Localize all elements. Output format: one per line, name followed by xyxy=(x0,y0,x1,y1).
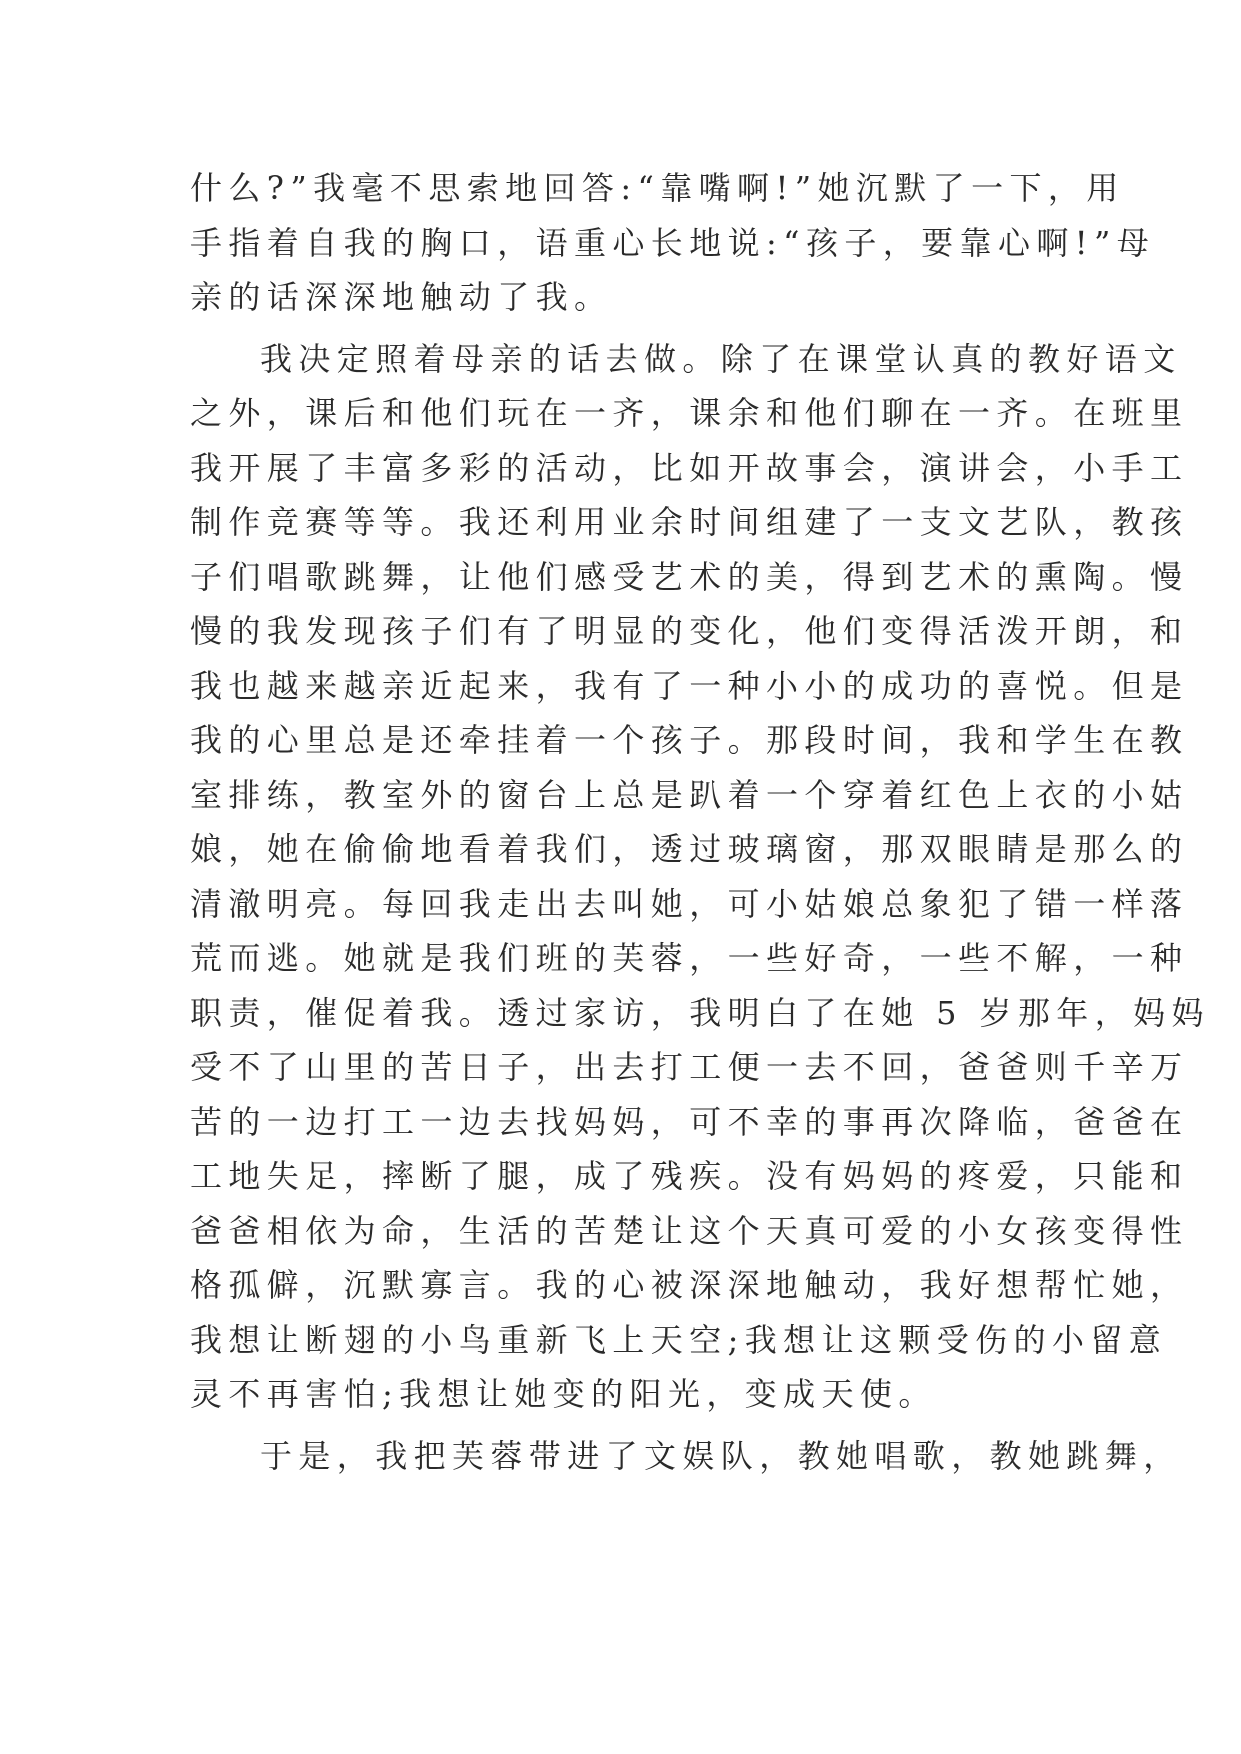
text-line: 制作竞赛等等。我还利用业余时间组建了一支文艺队，教孩 xyxy=(190,503,1189,541)
text-line: 之外，课后和他们玩在一齐，课余和他们聊在一齐。在班里 xyxy=(190,394,1189,432)
text-line: 职责，催促着我。透过家访，我明白了在她 5 岁那年，妈妈 xyxy=(190,993,1210,1032)
text-line: 室排练，教室外的窗台上总是趴着一个穿着红色上衣的小姑 xyxy=(190,775,1189,814)
text-line: 灵不再害怕;我想让她变的阳光，变成天使。 xyxy=(190,1375,937,1413)
text-line: 我也越来越亲近起来，我有了一种小小的成功的喜悦。但是 xyxy=(190,666,1189,705)
text-line: 爸爸相依为命，生活的苦楚让这个天真可爱的小女孩变得性 xyxy=(190,1211,1189,1250)
text-line: 亲的话深深地触动了我。 xyxy=(190,278,613,316)
paragraph-3 xyxy=(190,1429,1182,1484)
text-line: 于是，我把芙蓉带进了文娱队，教她唱歌，教她跳舞， xyxy=(260,1436,1182,1475)
text-line: 清澈明亮。每回我走出去叫她，可小姑娘总象犯了错一样落 xyxy=(190,884,1189,923)
text-line: 什么?”我毫不思索地回答:“靠嘴啊!”她沉默了一下，用 xyxy=(190,169,1125,207)
text-line: 格孤僻，沉默寡言。我的心被深深地触动，我好想帮忙她， xyxy=(190,1266,1189,1304)
text-line: 慢的我发现孩子们有了明显的变化，他们变得活泼开朗，和 xyxy=(190,612,1189,650)
text-line: 我开展了丰富多彩的活动，比如开故事会，演讲会，小手工 xyxy=(190,448,1189,487)
text-line: 荒而逃。她就是我们班的芙蓉，一些好奇，一些不解，一种 xyxy=(190,939,1189,977)
text-line: 苦的一边打工一边去找妈妈，可不幸的事再次降临，爸爸在 xyxy=(190,1102,1189,1141)
paragraph-1 xyxy=(190,161,1156,325)
text-line: 子们唱歌跳舞，让他们感受艺术的美，得到艺术的熏陶。慢 xyxy=(190,557,1189,596)
document-body xyxy=(190,161,1210,1490)
text-line: 娘，她在偷偷地看着我们，透过玻璃窗，那双眼睛是那么的 xyxy=(190,830,1189,868)
text-line: 我决定照着母亲的话去做。除了在课堂认真的教好语文 xyxy=(260,339,1182,378)
paragraph-2 xyxy=(190,332,1210,1422)
text-line: 我想让断翅的小鸟重新飞上天空;我想让这颗受伤的小留意 xyxy=(190,1320,1168,1359)
text-line: 受不了山里的苦日子，出去打工便一去不回，爸爸则千辛万 xyxy=(190,1048,1189,1086)
text-line: 我的心里总是还牵挂着一个孩子。那段时间，我和学生在教 xyxy=(190,721,1189,759)
text-line: 手指着自我的胸口，语重心长地说:“孩子，要靠心啊!”母 xyxy=(190,223,1156,262)
text-line: 工地失足，摔断了腿，成了残疾。没有妈妈的疼爱，只能和 xyxy=(190,1157,1189,1195)
